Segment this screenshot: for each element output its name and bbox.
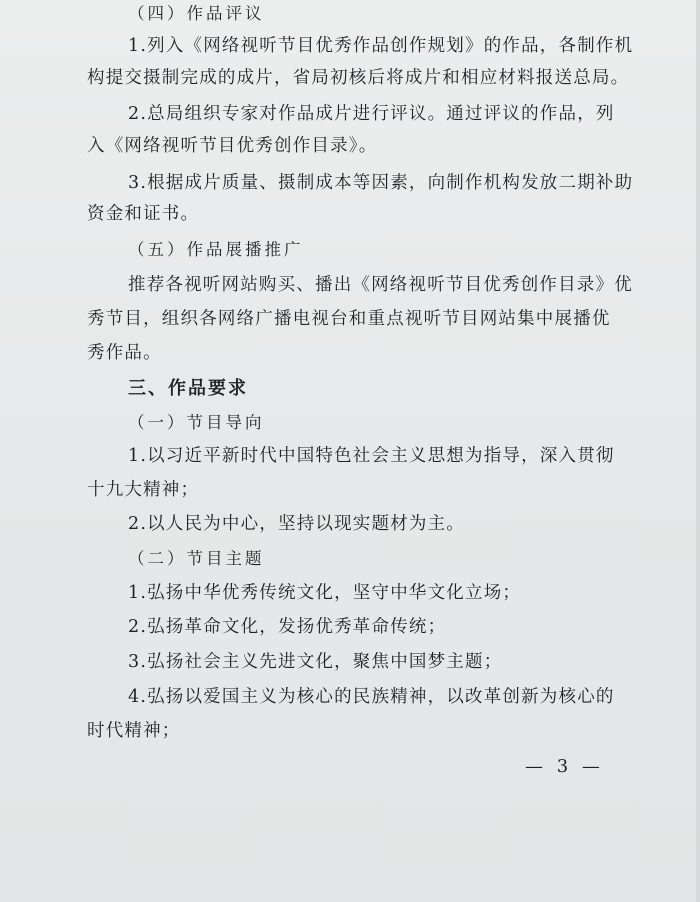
paragraph-line: 1.以习近平新时代中国特色社会主义思想为指导，深入贯彻 <box>128 446 615 466</box>
section-heading-requirements: 三、作品要求 <box>128 378 248 399</box>
subsection-heading-orientation: （一）节目导向 <box>128 413 265 432</box>
page-edge-shadow <box>696 0 700 902</box>
subsection-heading-theme: （二）节目主题 <box>128 549 265 568</box>
paragraph-line: 1.弘扬中华优秀传统文化，坚守中华文化立场； <box>128 583 522 603</box>
paragraph-line: 3.弘扬社会主义先进文化，聚焦中国梦主题； <box>128 652 503 672</box>
paragraph-line: 2.以人民为中心，坚持以现实题材为主。 <box>128 514 465 534</box>
paragraph-line: 十九大精神； <box>87 480 200 500</box>
paragraph-line: 时代精神； <box>87 721 181 741</box>
paragraph-line: 构提交摄制完成的成片，省局初核后将成片和相应材料报送总局。 <box>87 68 630 88</box>
section-heading-promotion: （五）作品展播推广 <box>128 240 304 259</box>
section-heading-evaluation: （四）作品评议 <box>128 4 265 23</box>
paragraph-line: 资金和证书。 <box>87 204 200 224</box>
page-number: — 3 — <box>525 756 604 777</box>
paragraph-line: 入《网络视听节目优秀创作目录》。 <box>87 136 378 156</box>
paragraph-line: 2.弘扬革命文化，发扬优秀革命传统； <box>128 617 447 637</box>
paragraph-line: 1.列入《网络视听节目优秀作品创作规划》的作品，各制作机 <box>128 36 634 56</box>
paragraph-line: 推荐各视听网站购买、播出《网络视听节目优秀创作目录》优 <box>128 275 633 295</box>
paragraph-line: 4.弘扬以爱国主义为核心的民族精神，以改革创新为核心的 <box>128 687 615 707</box>
paragraph-line: 2.总局组织专家对作品成片进行评议。通过评议的作品，列 <box>128 104 615 124</box>
paragraph-line: 秀作品。 <box>87 343 162 363</box>
paragraph-line: 3.根据成片质量、摄制成本等因素，向制作机构发放二期补助 <box>128 173 634 193</box>
paragraph-line: 秀节目，组织各网络广播电视台和重点视听节目网站集中展播优 <box>87 309 611 329</box>
